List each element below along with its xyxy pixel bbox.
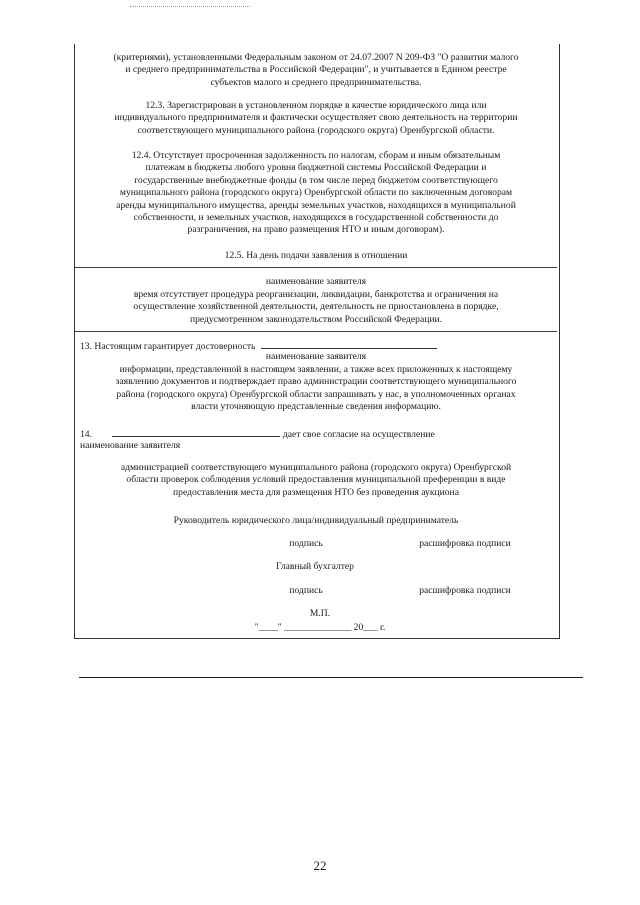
applicant-name-caption: наименование заявителя [265,351,367,362]
para-14-body [74,462,558,499]
text-line: 12.3. Зарегистрирован в установленном порядке в качестве юридического лица или [145,100,487,111]
accountant-title: Главный бухгалтер [276,561,354,572]
applicant-name-blank [112,427,280,437]
applicant-name-caption: наименование заявителя [265,276,367,287]
decoding-label: расшифровка подписи [419,585,511,596]
text-line: осуществление хозяйственной деятельности, деятельность не приостановлена в порядке, [133,301,499,313]
text-line: района (городского округа) Оренбургской области запрашивать у нас, в уполномоченных органах [116,388,516,400]
page-number: 22 [313,858,327,873]
text-line: муниципального района (городского округа) Оренбургской области по заключенным договорам [119,187,513,199]
text-line: информации, представленной в настоящем заявлении, а также всех приложенных к настоящему [119,364,513,375]
text-line: платежам в бюджеты любого уровня бюджетной системы Российской Федерации и [145,162,487,174]
decoding-label: расшифровка подписи [419,538,511,549]
scan-artifact-line [130,6,250,7]
text-line: государственные внебюджетные фонды (в том числе перед бюджетом соответствующего [134,174,498,186]
separator-line [75,267,557,268]
text-line: субъектов малого и среднего предпринимательства. [210,76,422,88]
text-line: (критериями), установленными Федеральным законом от 24.07.2007 N 209-ФЗ "О развитии малого [113,52,519,63]
text-line: заявлению документов и подтверждает право администрации соответствующего муниципального [115,376,517,388]
para-14-number: 14. [80,429,92,440]
seal-label: М.П. [309,608,331,619]
head-title: Руководитель юридического лица/индивидуальный предприниматель [173,515,459,526]
para-12-3 [74,100,558,137]
text-line: разграничения, на право размещения НТО и иным договорам). [187,224,445,236]
para-13-lead-text: 13. Настоящим гарантирует достоверность [80,341,256,352]
para-12-5-body [74,289,558,326]
para-14-tail: дает свое согласие на осуществление [282,429,435,440]
text-line: аренды муниципального имущества, аренды земельных участков, находящихся в муниципальной [116,199,516,211]
text-line: индивидуального предпринимателя и фактически осуществляет свою деятельность на территории [114,112,518,124]
text-line: области проверок соблюдения условий предоставления муниципальной преференции в виде [126,474,506,486]
separator-line [75,331,557,332]
signature-label: подпись [289,585,323,596]
signature-label: подпись [289,538,323,549]
applicant-name-caption: наименование заявителя [80,440,181,451]
applicant-name-blank [261,339,437,349]
para-13-body [74,364,558,414]
text-line: администрацией соответствующего муниципального района (городского округа) Оренбургской [120,462,512,473]
text-line: соответствующего муниципального района (городского округа) Оренбургской области. [137,124,495,136]
text-line: предоставления места для размещения НТО без проведения аукциона [173,486,459,498]
text-line: время отсутствует процедура реорганизации, ликвидации, банкротства и ограничения на [133,289,499,300]
page-rule [79,677,583,678]
para-12-5-heading: 12.5. На день подачи заявления в отношении [224,250,408,261]
text-line: собственности, и земельных участков, находящихся в государственной собственности до [133,212,499,224]
text-line: предусмотренном законодательством Российской Федерации. [189,313,443,325]
text-line: и среднего предпринимательства в Российской Федерации", и учитывается в Едином реестре [125,64,507,76]
date-line: "____" ______________ 20___ г. [254,622,386,633]
para-12-2 [74,52,558,89]
para-12-4 [74,150,558,237]
text-line: 12.4. Отсутствует просроченная задолженность по налогам, сборам и иным обязательным [131,150,501,161]
text-line: власти уточняющую представленные сведения информацию. [191,401,441,413]
